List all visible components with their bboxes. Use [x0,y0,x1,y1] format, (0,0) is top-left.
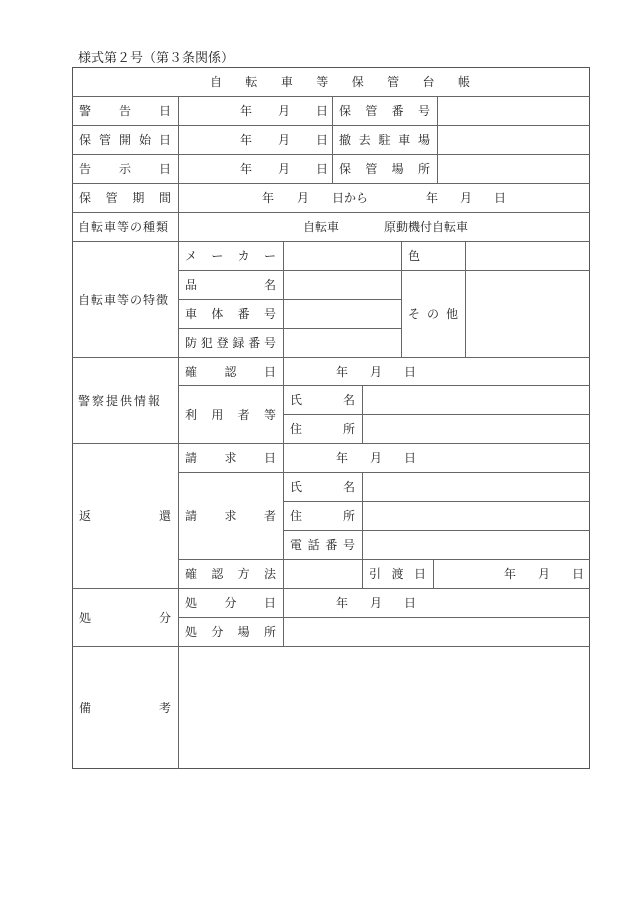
police-user-label: 利 用 者 等 [185,407,276,422]
remarks-field[interactable] [178,646,590,769]
storage-period-label: 保 管 期 間 [79,191,171,205]
title-char: 等 [316,75,329,89]
police-confirm-date-label: 確 認 日 [185,364,276,379]
return-label: 返 還 [79,509,171,523]
request-date-field[interactable]: 年 月 日 [336,451,416,465]
disposal-label: 処 分 [79,610,171,625]
confirm-method-label: 確 認 方 法 [185,567,276,581]
requester-address-field[interactable] [362,501,590,530]
frame-no-label: 車 体 番 号 [185,307,276,321]
notice-date-label: 告 示 日 [79,162,171,176]
storage-no-field[interactable] [437,96,590,125]
title-char: 帳 [457,75,470,89]
handover-date-field[interactable]: 年 月 日 [504,567,584,581]
features-label: 自転車等の特徴 [78,292,170,307]
vehicle-type-option-bicycle[interactable]: 自転車 [303,220,340,234]
vehicle-type-label: 自転車等の種類 [78,220,170,234]
maker-label: メ ー カ ー [185,249,276,263]
frame-no-field[interactable] [283,299,401,328]
remarks-label: 備 考 [79,701,171,715]
police-info-label: 警察提供情報 [78,393,163,408]
crime-reg-label: 防 犯 登 録 番 号 [185,336,276,350]
storage-no-label: 保 管 番 号 [339,104,430,118]
maker-field[interactable] [283,241,401,270]
title-char: 自 [210,75,223,89]
police-name-field[interactable] [362,385,590,414]
color-label: 色 [408,249,421,263]
police-name-label: 氏 名 [290,393,355,407]
disposal-place-label: 処 分 場 所 [185,625,276,639]
title-char: 車 [280,75,293,89]
requester-phone-field[interactable] [362,530,590,559]
warning-date-label: 警 告 日 [79,104,171,118]
confirm-method-field[interactable] [283,559,362,588]
police-address-label: 住 所 [290,422,355,436]
requester-phone-label: 電 話 番 号 [290,538,355,552]
title-char: 台 [422,75,435,89]
removal-lot-label: 撤 去 駐 車 場 [339,133,430,147]
other-label: そ の 他 [408,307,458,321]
storage-place-label: 保 管 場 所 [339,162,430,176]
storage-place-field[interactable] [437,154,590,183]
vehicle-type-option-moped[interactable]: 原動機付自転車 [384,220,469,234]
title-char: 保 [351,75,364,89]
other-field[interactable] [465,270,590,357]
requester-label: 請 求 者 [185,509,276,523]
police-confirm-date-field[interactable]: 年 月 日 [336,364,416,379]
warning-date-field[interactable]: 年 月 日 [240,104,328,118]
storage-start-field[interactable]: 年 月 日 [240,133,328,147]
disposal-date-field[interactable]: 年 月 日 [336,596,416,610]
police-address-field[interactable] [362,414,590,443]
product-name-field[interactable] [283,270,401,299]
requester-name-field[interactable] [362,472,590,501]
crime-reg-field[interactable] [283,328,401,357]
requester-name-label: 氏 名 [290,480,355,494]
disposal-date-label: 処 分 日 [185,596,276,610]
notice-date-field[interactable]: 年 月 日 [240,162,328,176]
storage-period-from-field[interactable]: 年 月 日から [262,191,368,205]
handover-date-label: 引 渡 日 [369,567,426,581]
requester-address-label: 住 所 [290,509,355,523]
request-date-label: 請 求 日 [185,451,276,465]
form-label: 様式第２号（第３条関係） [78,51,235,66]
title-char: 転 [245,75,258,89]
divider [433,559,434,588]
storage-period-to-field[interactable]: 年 月 日 [426,191,506,205]
ledger-title [210,67,470,96]
product-name-label: 品 名 [185,278,276,292]
removal-lot-field[interactable] [437,125,590,154]
color-field[interactable] [465,241,590,270]
storage-start-label: 保 管 開 始 日 [79,133,171,147]
disposal-place-field[interactable] [283,617,590,646]
title-char: 管 [387,75,400,89]
